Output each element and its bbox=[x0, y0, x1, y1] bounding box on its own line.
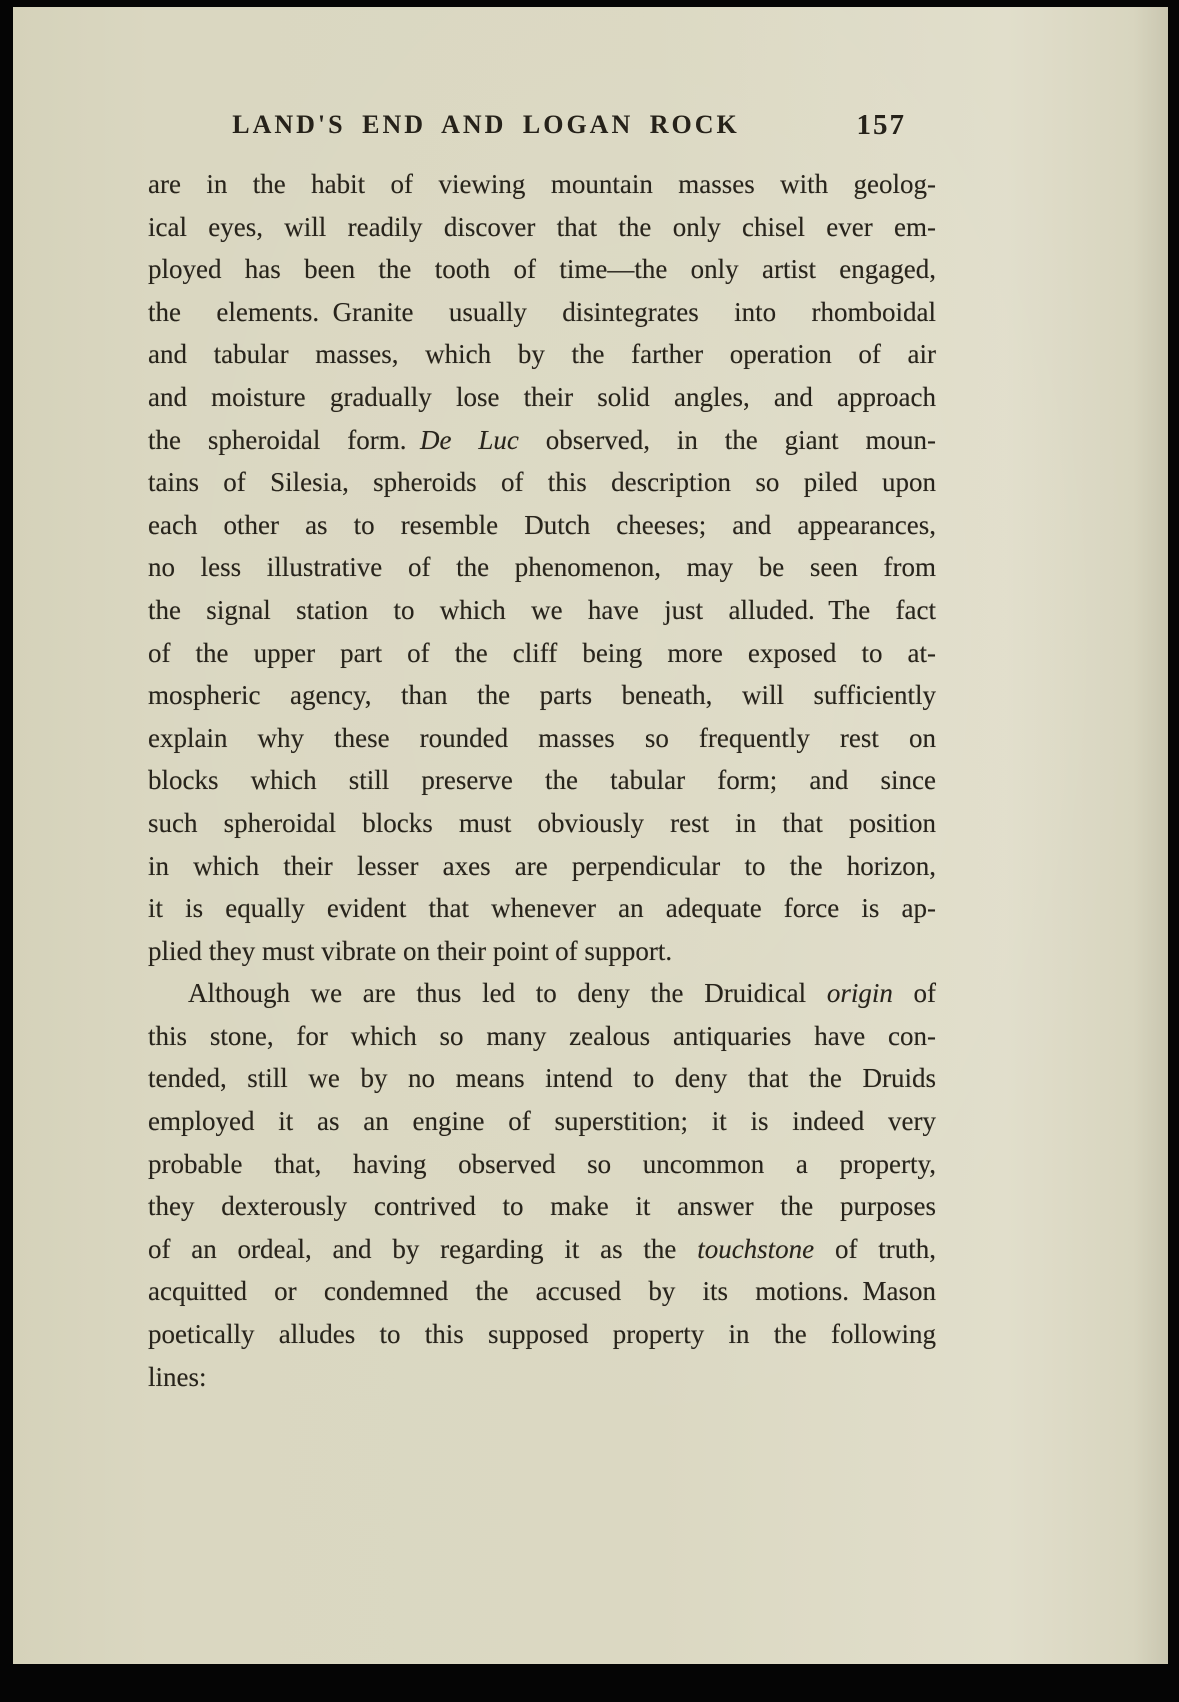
text-line: the spheroidal form. De Luc observed, in the giant moun- bbox=[148, 424, 936, 455]
text-line: acquitted or condemned the accused by its motions. Mason bbox=[148, 1276, 936, 1307]
text-line: employed it as an engine of superstition; it is indeed very bbox=[148, 1106, 936, 1137]
text-line: are in the habit of viewing mountain masses with geolog- bbox=[148, 169, 936, 199]
text-line: lines: bbox=[148, 1361, 207, 1392]
text-line: probable that, having observed so uncommon a property, bbox=[148, 1148, 936, 1179]
text-line: each other as to resemble Dutch cheeses; and appearances, bbox=[148, 509, 936, 540]
text-line: no less illustrative of the phenomenon, may be seen from bbox=[148, 552, 936, 583]
text-line: Although we are thus led to deny the Druidical origin of bbox=[188, 978, 936, 1009]
page-number: 157 bbox=[856, 109, 906, 141]
text-line: ployed has been the tooth of time—the only artist engaged, bbox=[148, 254, 936, 285]
running-title: LAND'S END AND LOGAN ROCK bbox=[232, 110, 740, 139]
text-line: the elements. Granite usually disintegrates into rhomboidal bbox=[148, 296, 936, 327]
page-header bbox=[148, 110, 934, 146]
text-line: of the upper part of the cliff being more exposed to at- bbox=[148, 637, 936, 668]
text-line: of an ordeal, and by regarding it as the touchstone of truth, bbox=[148, 1233, 936, 1264]
text-line: blocks which still preserve the tabular form; and since bbox=[148, 765, 936, 796]
text-line: in which their lesser axes are perpendicular to the horizon, bbox=[148, 850, 936, 881]
text-line: and moisture gradually lose their solid angles, and approach bbox=[148, 381, 936, 412]
text-line: mospheric agency, than the parts beneath, will sufficiently bbox=[148, 680, 936, 711]
text-line: the signal station to which we have just alluded. The fact bbox=[148, 594, 936, 625]
text-line: such spheroidal blocks must obviously rest in that position bbox=[148, 807, 936, 838]
text-line: it is equally evident that whenever an adequate force is ap- bbox=[148, 893, 936, 924]
text-line: they dexterously contrived to make it answer the purposes bbox=[148, 1191, 936, 1222]
text-line: ical eyes, will readily discover that the only chisel ever em- bbox=[148, 211, 936, 242]
text-line: tains of Silesia, spheroids of this description so piled upon bbox=[148, 467, 936, 498]
text-line: this stone, for which so many zealous antiquaries have con- bbox=[148, 1020, 936, 1051]
page-body bbox=[148, 163, 936, 1398]
text-line: explain why these rounded masses so frequently rest on bbox=[148, 722, 936, 753]
text-line: and tabular masses, which by the farther operation of air bbox=[148, 339, 936, 370]
text-line: tended, still we by no means intend to deny that the Druids bbox=[148, 1063, 936, 1094]
text-line: plied they must vibrate on their point of support. bbox=[148, 935, 673, 966]
book-page bbox=[13, 7, 1168, 1664]
text-line: poetically alludes to this supposed property in the following bbox=[148, 1319, 936, 1350]
